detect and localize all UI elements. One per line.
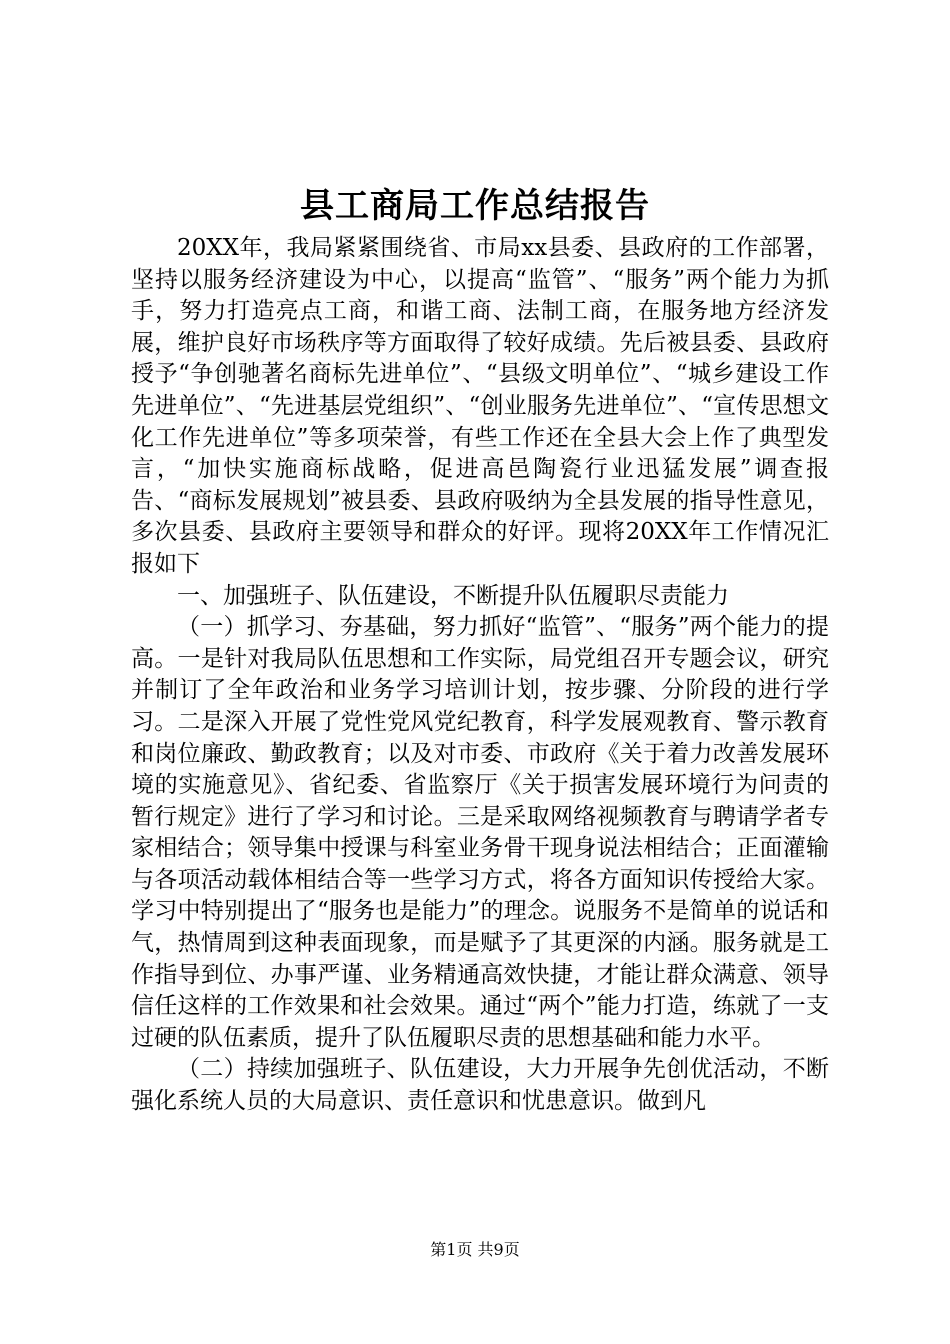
page-number-footer: 第1页 共9页 <box>430 1240 520 1259</box>
paragraph-section-heading: 一、加强班子、队伍建设，不断提升队伍履职尽责能力 <box>177 582 729 609</box>
document-title: 县工商局工作总结报告 <box>300 186 650 226</box>
paragraph-item-1: （一）抓学习、夯基础，努力抓好“监管”、“服务”两个能力的提高。一是针对我局队伍思想和工作实际，局党组召开专题会议，研究并制订了全年政治和业务学习培训计划，按步骤、分阶段的进行学习。二是深入开展了党性党风党纪教育，科学发展观教育、警示教育和岗位廉政、勤政教育；以及对市委、市政府《关于着力改善发展环境的实施意见》、省纪委、省监察厅《关于损害发展环境行为问责的暂行规定》进行了学习和讨论。三是采取网络视频教育与聘请学者专家相结合；领导集中授课与科室业务骨干现身说法相结合；正面灌输与各项活动载体相结合等一些学习方式，将各方面知识传授给大家。学习中特别提出了“服务也是能力”的理念。说服务不是简单的说话和气，热情周到这种表面现象，而是赋予了其更深的内涵。服务就是工作指导到位、办事严谨、业务精通高效快捷，才能让群众满意、领导信任这样的工作效果和社会效果。通过“两个”能力打造，练就了一支过硬的队伍素质，提升了队伍履职尽责的思想基础和能力水平。 <box>131 614 829 1051</box>
paragraph-intro: 20XX年，我局紧紧围绕省、市局xx县委、县政府的工作部署，坚持以服务经济建设为中心，以提高“监管”、“服务”两个能力为抓手，努力打造亮点工商，和谐工商、法制工商，在服务地方经济发展，维护良好市场秩序等方面取得了较好成绩。先后被县委、县政府授予“争创驰著名商标先进单位”、“县级文明单位”、“城乡建设工作先进单位”、“先进基层党组织”、“创业服务先进单位”、“宣传思想文化工作先进单位”等多项荣誉，有些工作还在全县大会上作了典型发言，“加快实施商标战略，促进高邑陶瓷行业迅猛发展”调查报告、“商标发展规划”被县委、县政府吸纳为全县发展的指导性意见，多次县委、县政府主要领导和群众的好评。现将20XX年工作情况汇报如下 <box>131 235 829 577</box>
document-body <box>131 233 829 1118</box>
paragraph-item-2: （二）持续加强班子、队伍建设，大力开展争先创优活动，不断强化系统人员的大局意识、责任意识和忧患意识。做到凡 <box>131 1056 829 1115</box>
